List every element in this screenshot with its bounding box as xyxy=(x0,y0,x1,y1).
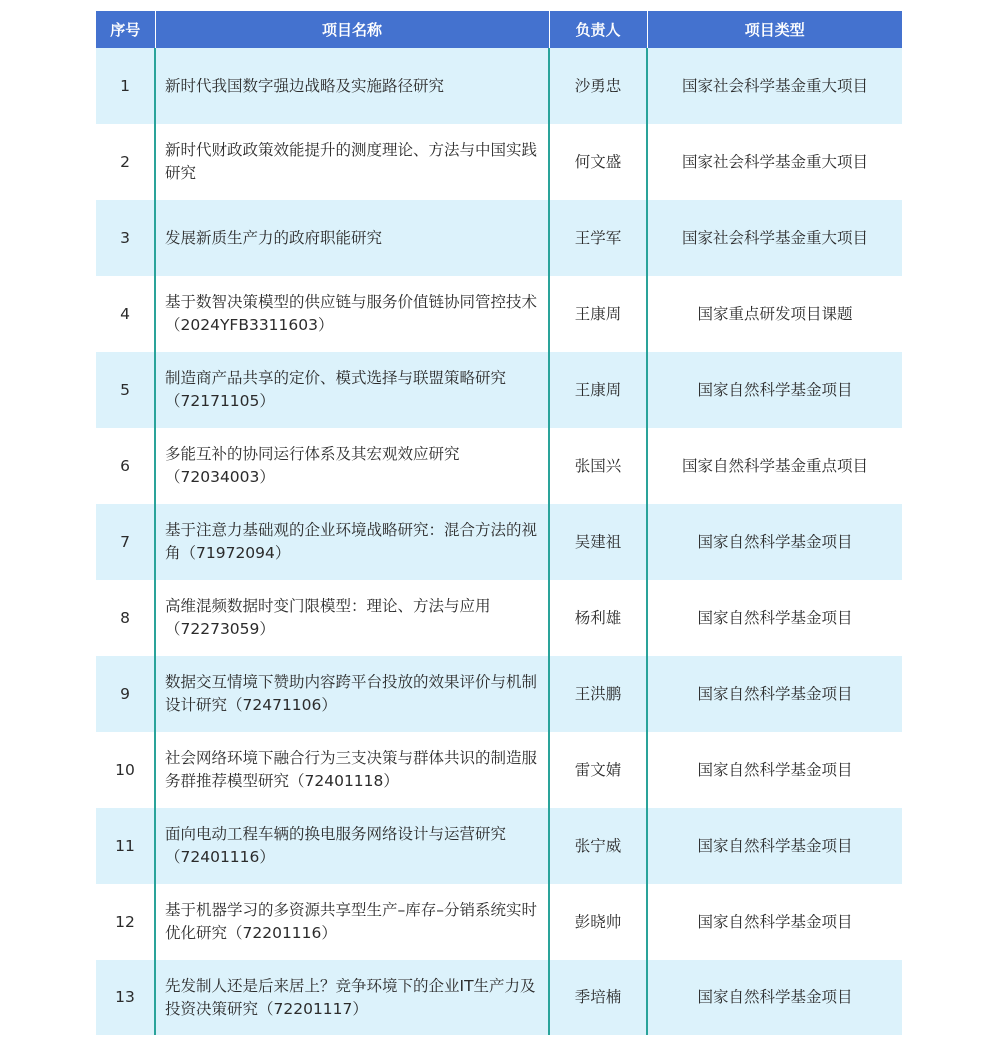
cell-project-name: 先发制人还是后来居上？竞争环境下的企业IT生产力及投资决策研究（72201117） xyxy=(155,960,549,1035)
table-row xyxy=(96,48,902,124)
header-no: 序号 xyxy=(110,21,141,39)
cell-leader: 张宁威 xyxy=(549,808,647,884)
cell-project-type: 国家自然科学基金项目 xyxy=(647,960,902,1035)
cell-no: 1 xyxy=(120,76,130,95)
cell-project-name: 发展新质生产力的政府职能研究 xyxy=(155,200,549,276)
table-row xyxy=(96,732,902,808)
table-header-row xyxy=(96,11,902,48)
cell-leader: 杨利雄 xyxy=(549,580,647,656)
cell-no: 3 xyxy=(120,228,130,247)
cell-project-type: 国家自然科学基金重点项目 xyxy=(647,428,902,504)
cell-project-name: 新时代我国数字强边战略及实施路径研究 xyxy=(155,48,549,124)
table-row xyxy=(96,276,902,352)
cell-leader: 彭晓帅 xyxy=(549,884,647,960)
cell-no: 7 xyxy=(120,532,130,551)
cell-no: 8 xyxy=(120,608,130,627)
cell-project-name: 社会网络环境下融合行为三支决策与群体共识的制造服务群推荐模型研究（72401118） xyxy=(155,732,549,808)
cell-leader: 吴建祖 xyxy=(549,504,647,580)
cell-project-name: 新时代财政政策效能提升的测度理论、方法与中国实践研究 xyxy=(155,124,549,200)
table-row xyxy=(96,960,902,1035)
cell-leader: 王学军 xyxy=(549,200,647,276)
table-row xyxy=(96,884,902,960)
cell-project-type: 国家自然科学基金项目 xyxy=(647,580,902,656)
cell-project-type: 国家重点研发项目课题 xyxy=(647,276,902,352)
table-row xyxy=(96,352,902,428)
table-row xyxy=(96,504,902,580)
header-type: 项目类型 xyxy=(647,11,902,48)
header-leader: 负责人 xyxy=(549,11,647,48)
cell-project-name: 面向电动工程车辆的换电服务网络设计与运营研究（72401116） xyxy=(155,808,549,884)
cell-no: 6 xyxy=(120,456,130,475)
cell-no: 12 xyxy=(115,912,135,931)
cell-no: 11 xyxy=(115,836,135,855)
cell-project-type: 国家自然科学基金项目 xyxy=(647,352,902,428)
cell-leader: 雷文婧 xyxy=(549,732,647,808)
table-row xyxy=(96,656,902,732)
cell-project-type: 国家社会科学基金重大项目 xyxy=(647,124,902,200)
cell-no: 5 xyxy=(120,380,130,399)
cell-project-type: 国家社会科学基金重大项目 xyxy=(647,200,902,276)
cell-project-name: 数据交互情境下赞助内容跨平台投放的效果评价与机制设计研究（72471106） xyxy=(155,656,549,732)
cell-no: 10 xyxy=(115,760,135,779)
cell-project-type: 国家自然科学基金项目 xyxy=(647,656,902,732)
cell-project-type: 国家自然科学基金项目 xyxy=(647,884,902,960)
cell-project-name: 基于机器学习的多资源共享型生产–库存–分销系统实时优化研究（72201116） xyxy=(155,884,549,960)
cell-project-name: 高维混频数据时变门限模型：理论、方法与应用（72273059） xyxy=(155,580,549,656)
cell-project-type: 国家自然科学基金项目 xyxy=(647,504,902,580)
cell-leader: 何文盛 xyxy=(549,124,647,200)
cell-leader: 王康周 xyxy=(549,276,647,352)
cell-leader: 季培楠 xyxy=(549,960,647,1035)
cell-no: 9 xyxy=(120,684,130,703)
table-row xyxy=(96,428,902,504)
cell-project-type: 国家自然科学基金项目 xyxy=(647,808,902,884)
cell-leader: 沙勇忠 xyxy=(549,48,647,124)
table-row xyxy=(96,124,902,200)
cell-project-name: 基于数智决策模型的供应链与服务价值链协同管控技术（2024YFB3311603） xyxy=(155,276,549,352)
table-row xyxy=(96,808,902,884)
cell-project-type: 国家社会科学基金重大项目 xyxy=(647,48,902,124)
cell-project-name: 基于注意力基础观的企业环境战略研究：混合方法的视角（71972094） xyxy=(155,504,549,580)
cell-leader: 张国兴 xyxy=(549,428,647,504)
cell-no: 13 xyxy=(115,988,135,1006)
table-row xyxy=(96,200,902,276)
cell-project-name: 制造商产品共享的定价、模式选择与联盟策略研究（72171105） xyxy=(155,352,549,428)
cell-leader: 王洪鹏 xyxy=(549,656,647,732)
cell-leader: 王康周 xyxy=(549,352,647,428)
header-name: 项目名称 xyxy=(155,11,549,48)
cell-project-name: 多能互补的协同运行体系及其宏观效应研究（72034003） xyxy=(155,428,549,504)
project-table xyxy=(96,11,902,1035)
table-row xyxy=(96,580,902,656)
cell-project-type: 国家自然科学基金项目 xyxy=(647,732,902,808)
cell-no: 4 xyxy=(120,304,130,323)
cell-no: 2 xyxy=(120,152,130,171)
